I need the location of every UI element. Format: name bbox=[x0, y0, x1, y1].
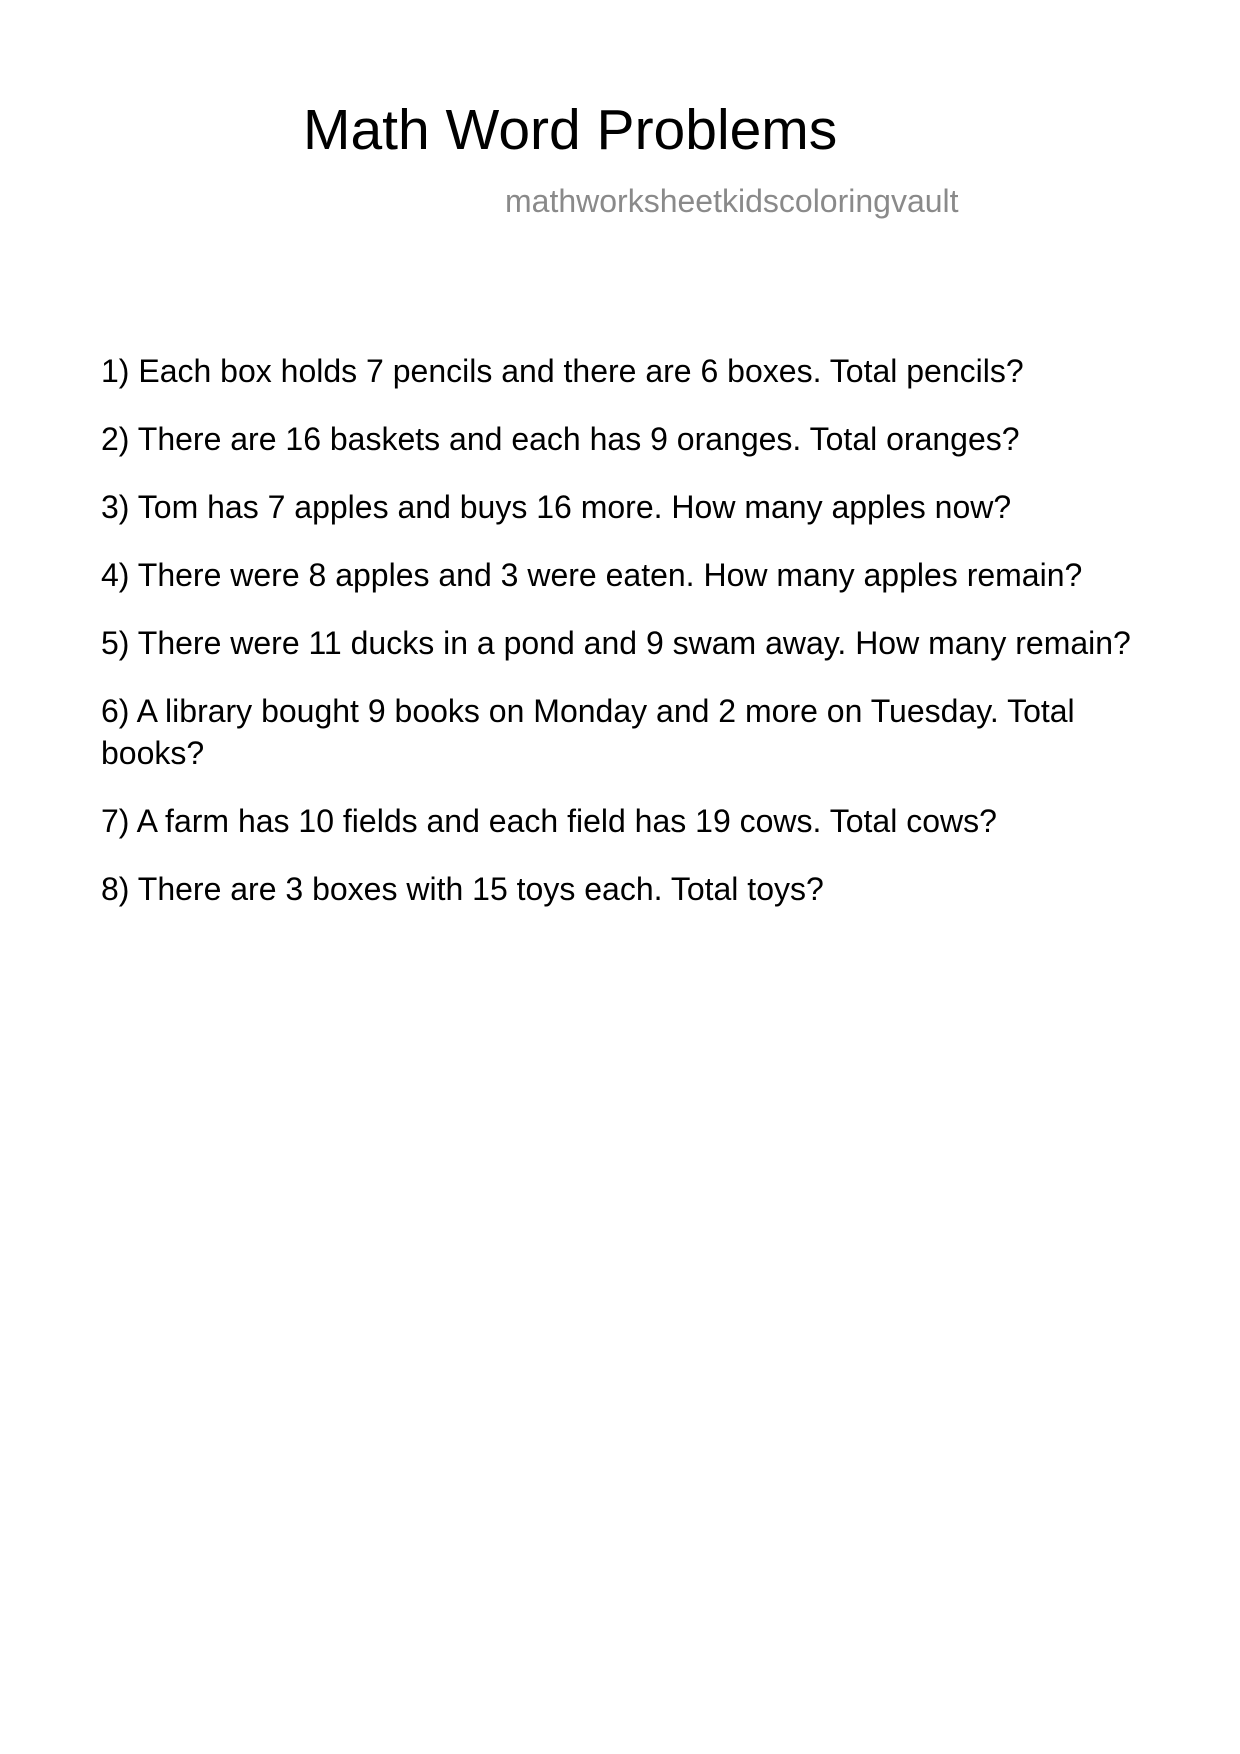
problem-item: 3) Tom has 7 apples and buys 16 more. How many apples now? bbox=[101, 489, 1012, 525]
problem-item: 6) A library bought 9 books on Monday and 2 more on Tuesday. Total books? bbox=[101, 693, 1075, 771]
problem-item: 8) There are 3 boxes with 15 toys each. Total toys? bbox=[101, 871, 824, 907]
source-label: mathworksheetkidscoloringvault bbox=[505, 183, 959, 219]
problem-list bbox=[101, 350, 1161, 936]
page-title: Math Word Problems bbox=[303, 98, 838, 162]
problem-item: 2) There are 16 baskets and each has 9 oranges. Total oranges? bbox=[101, 421, 1020, 457]
problem-item: 7) A farm has 10 fields and each field has 19 cows. Total cows? bbox=[101, 803, 997, 839]
problem-item: 1) Each box holds 7 pencils and there are 6 boxes. Total pencils? bbox=[101, 353, 1024, 389]
problem-item: 5) There were 11 ducks in a pond and 9 swam away. How many remain? bbox=[101, 625, 1131, 661]
problem-item: 4) There were 8 apples and 3 were eaten. How many apples remain? bbox=[101, 557, 1083, 593]
